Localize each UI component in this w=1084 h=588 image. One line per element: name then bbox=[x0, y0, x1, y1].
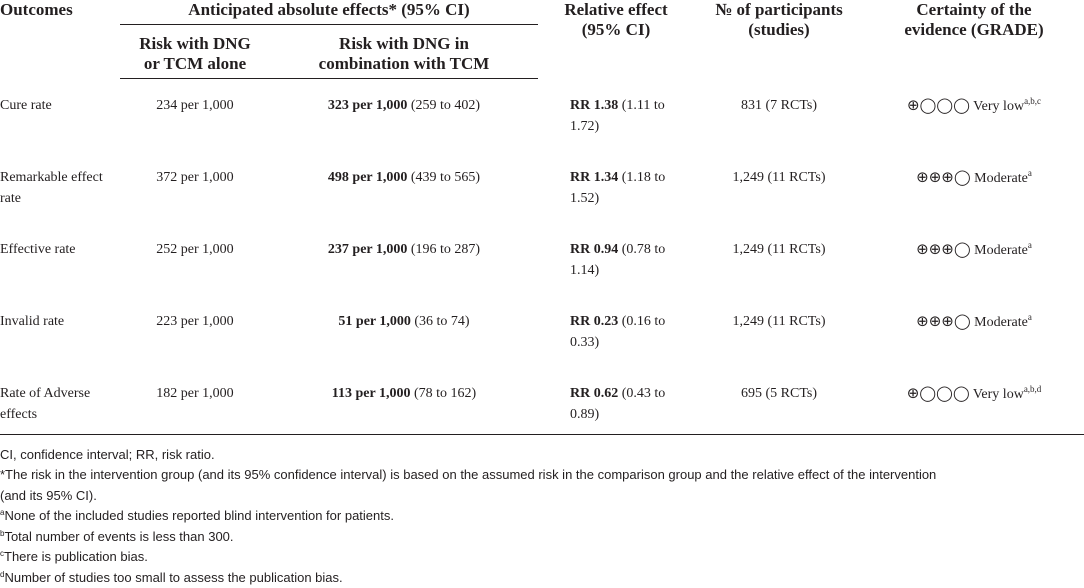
cell-relative-effect bbox=[538, 137, 694, 209]
grade-rating-icon: ⊕◯◯◯ bbox=[907, 96, 970, 114]
cell-outcome bbox=[0, 137, 120, 209]
cell-outcome bbox=[0, 353, 120, 435]
risk-comb-ci: (259 to 402) bbox=[407, 98, 480, 113]
cell-certainty bbox=[864, 79, 1084, 137]
table-row bbox=[0, 79, 1084, 137]
footnote-c bbox=[0, 547, 1084, 568]
rr-value: RR 0.94 bbox=[570, 242, 618, 257]
rr-ci-line1: (0.78 to bbox=[618, 242, 665, 257]
cell-outcome bbox=[0, 79, 120, 137]
rr-ci-line1: (1.11 to bbox=[618, 98, 665, 113]
header-risk-alone-line2: or TCM alone bbox=[144, 54, 246, 73]
cell-participants: 1,249 (11 RCTs) bbox=[694, 209, 864, 281]
cell-certainty bbox=[864, 281, 1084, 353]
cell-relative-effect bbox=[538, 353, 694, 435]
outcome-line2: rate bbox=[0, 191, 21, 206]
cell-risk-alone: 182 per 1,000 bbox=[120, 353, 270, 435]
risk-comb-ci: (439 to 565) bbox=[407, 170, 480, 185]
cell-risk-combination bbox=[270, 137, 538, 209]
cell-participants: 831 (7 RCTs) bbox=[694, 79, 864, 137]
rr-ci-line2: 1.52) bbox=[570, 191, 599, 206]
cell-risk-combination bbox=[270, 209, 538, 281]
cell-participants: 695 (5 RCTs) bbox=[694, 353, 864, 435]
cell-outcome bbox=[0, 209, 120, 281]
risk-comb-ci: (78 to 162) bbox=[410, 386, 476, 401]
cell-certainty bbox=[864, 353, 1084, 435]
table-row bbox=[0, 353, 1084, 435]
header-certainty bbox=[864, 0, 1084, 79]
header-risk-alone-line1: Risk with DNG bbox=[139, 34, 250, 53]
table-footnotes bbox=[0, 445, 1084, 588]
table-row bbox=[0, 281, 1084, 353]
footnote-a-text: None of the included studies reported blind intervention for patients. bbox=[4, 508, 394, 523]
header-certainty-line1: Certainty of the bbox=[916, 0, 1031, 19]
grade-rating-icon: ⊕⊕⊕◯ bbox=[916, 312, 971, 330]
outcome-line1: Rate of Adverse bbox=[0, 386, 90, 401]
cell-risk-combination bbox=[270, 353, 538, 435]
risk-comb-value: 237 per 1,000 bbox=[328, 242, 407, 257]
footnote-a-marker: a bbox=[0, 508, 4, 517]
table-header bbox=[0, 0, 1084, 79]
outcome-line1: Invalid rate bbox=[0, 314, 64, 329]
header-anticipated-effects bbox=[120, 0, 538, 25]
footnote-star-line2: (and its 95% CI). bbox=[0, 486, 1084, 507]
header-relative-line2: (95% CI) bbox=[582, 20, 650, 39]
header-relative-line1: Relative effect bbox=[564, 0, 667, 19]
risk-comb-value: 498 per 1,000 bbox=[328, 170, 407, 185]
rr-value: RR 0.23 bbox=[570, 314, 618, 329]
header-outcomes bbox=[0, 0, 120, 79]
cell-risk-alone: 252 per 1,000 bbox=[120, 209, 270, 281]
cell-outcome bbox=[0, 281, 120, 353]
rr-ci-line2: 0.33) bbox=[570, 335, 599, 350]
risk-comb-value: 113 per 1,000 bbox=[332, 386, 411, 401]
outcome-line1: Effective rate bbox=[0, 242, 76, 257]
header-participants-line2: (studies) bbox=[748, 20, 809, 39]
footnote-d bbox=[0, 568, 1084, 588]
table-body bbox=[0, 79, 1084, 435]
grade-text: Very low bbox=[973, 387, 1024, 402]
rr-ci-line2: 1.14) bbox=[570, 263, 599, 278]
outcome-line1: Cure rate bbox=[0, 98, 52, 113]
risk-comb-value: 323 per 1,000 bbox=[328, 98, 407, 113]
cell-relative-effect bbox=[538, 281, 694, 353]
grade-text: Very low bbox=[973, 99, 1024, 114]
cell-risk-alone: 223 per 1,000 bbox=[120, 281, 270, 353]
header-risk-combination bbox=[270, 25, 538, 79]
footnote-d-text: Number of studies too small to assess the publication bias. bbox=[4, 570, 342, 585]
table-row bbox=[0, 209, 1084, 281]
header-participants bbox=[694, 0, 864, 79]
header-certainty-line2: evidence (GRADE) bbox=[904, 20, 1043, 39]
footnote-b-text: Total number of events is less than 300. bbox=[4, 529, 233, 544]
footnote-abbreviations: CI, confidence interval; RR, risk ratio. bbox=[0, 445, 1084, 466]
cell-risk-combination bbox=[270, 79, 538, 137]
header-anticipated-label: Anticipated absolute effects* (95% CI) bbox=[188, 0, 469, 19]
grade-rating-icon: ⊕⊕⊕◯ bbox=[916, 240, 971, 258]
footnote-d-marker: d bbox=[0, 570, 4, 579]
risk-comb-ci: (36 to 74) bbox=[411, 314, 470, 329]
cell-participants: 1,249 (11 RCTs) bbox=[694, 281, 864, 353]
outcome-line2: effects bbox=[0, 407, 37, 422]
cell-relative-effect bbox=[538, 79, 694, 137]
header-relative-effect bbox=[538, 0, 694, 79]
grade-text: Moderate bbox=[974, 315, 1028, 330]
footnote-c-text: There is publication bias. bbox=[4, 549, 148, 564]
header-risk-comb-line2: combination with TCM bbox=[319, 54, 490, 73]
header-risk-comb-line1: Risk with DNG in bbox=[339, 34, 469, 53]
rr-value: RR 0.62 bbox=[570, 386, 618, 401]
outcome-line1: Remarkable effect bbox=[0, 170, 103, 185]
grade-text: Moderate bbox=[974, 243, 1028, 258]
cell-certainty bbox=[864, 137, 1084, 209]
cell-participants: 1,249 (11 RCTs) bbox=[694, 137, 864, 209]
rr-ci-line2: 0.89) bbox=[570, 407, 599, 422]
footnote-star-line1: *The risk in the intervention group (and its 95% confidence interval) is based on the assumed risk in the comparison group and the relative effect of the intervention bbox=[0, 465, 1084, 486]
header-risk-alone bbox=[120, 25, 270, 79]
rr-ci-line1: (1.18 to bbox=[618, 170, 665, 185]
risk-comb-value: 51 per 1,000 bbox=[338, 314, 410, 329]
cell-certainty bbox=[864, 209, 1084, 281]
grade-rating-icon: ⊕⊕⊕◯ bbox=[916, 168, 971, 186]
cell-risk-alone: 372 per 1,000 bbox=[120, 137, 270, 209]
rr-value: RR 1.34 bbox=[570, 170, 618, 185]
header-participants-line1: № of participants bbox=[715, 0, 843, 19]
rr-ci-line1: (0.43 to bbox=[618, 386, 665, 401]
cell-risk-alone: 234 per 1,000 bbox=[120, 79, 270, 137]
footnote-a bbox=[0, 506, 1084, 527]
header-outcomes-label: Outcomes bbox=[0, 0, 73, 19]
rr-ci-line1: (0.16 to bbox=[618, 314, 665, 329]
footnote-b bbox=[0, 527, 1084, 548]
cell-risk-combination bbox=[270, 281, 538, 353]
table-row bbox=[0, 137, 1084, 209]
grade-footnote-ref: a,b,d bbox=[1024, 384, 1042, 394]
rr-ci-line2: 1.72) bbox=[570, 119, 599, 134]
grade-footnote-ref: a bbox=[1028, 312, 1032, 322]
grade-rating-icon: ⊕◯◯◯ bbox=[907, 384, 970, 402]
rr-value: RR 1.38 bbox=[570, 98, 618, 113]
cell-relative-effect bbox=[538, 209, 694, 281]
risk-comb-ci: (196 to 287) bbox=[407, 242, 480, 257]
grade-footnote-ref: a bbox=[1028, 168, 1032, 178]
footnote-b-marker: b bbox=[0, 529, 4, 538]
grade-text: Moderate bbox=[974, 171, 1028, 186]
footnote-c-marker: c bbox=[0, 549, 4, 558]
grade-footnote-ref: a,b,c bbox=[1024, 96, 1041, 106]
grade-footnote-ref: a bbox=[1028, 240, 1032, 250]
